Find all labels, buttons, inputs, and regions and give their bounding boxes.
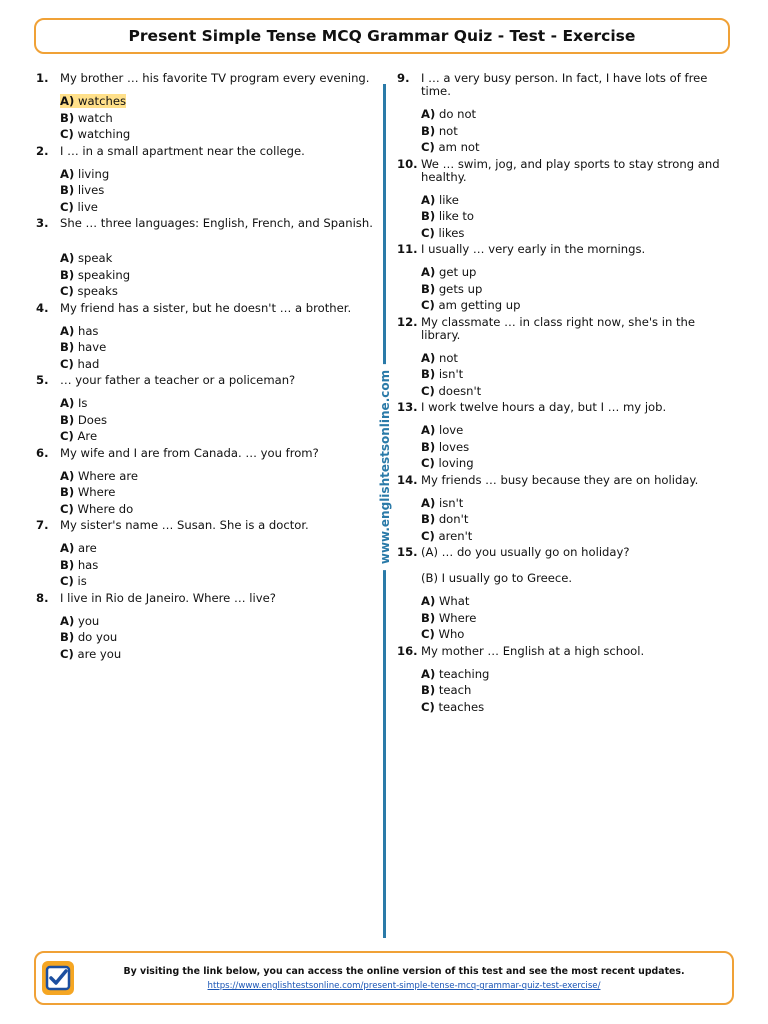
question-text: My brother … his favorite TV program every evening. <box>60 71 370 85</box>
question-block <box>36 145 376 216</box>
answer-options <box>36 166 376 216</box>
option-letter: B) <box>60 630 75 644</box>
answer-wrap <box>60 200 98 214</box>
answer-wrap <box>421 265 476 279</box>
answer-option[interactable] <box>397 225 737 242</box>
answer-option[interactable] <box>397 281 737 298</box>
option-letter: B) <box>421 512 436 526</box>
option-text: isn't <box>438 367 464 381</box>
option-text: have <box>77 340 107 354</box>
answer-wrap <box>421 700 484 714</box>
option-letter: A) <box>421 423 436 437</box>
question-text: I … in a small apartment near the college. <box>60 143 305 158</box>
question-number: 1. <box>36 71 49 85</box>
highlighted-answer <box>60 94 126 108</box>
answer-wrap <box>60 167 109 181</box>
right-column <box>397 72 737 717</box>
answer-option[interactable] <box>397 192 737 209</box>
answer-option[interactable] <box>397 383 737 400</box>
option-letter: C) <box>60 127 74 141</box>
question <box>36 145 376 158</box>
question-block <box>397 474 737 545</box>
answer-option[interactable] <box>36 126 376 143</box>
option-text: Who <box>438 627 465 641</box>
answer-option[interactable] <box>36 93 376 110</box>
answer-option[interactable] <box>397 264 737 281</box>
option-letter: C) <box>60 501 74 516</box>
option-text: do you <box>77 630 118 644</box>
answer-wrap <box>60 502 133 516</box>
answer-options <box>36 323 376 373</box>
question <box>397 546 737 559</box>
option-text: like <box>438 192 459 207</box>
question-number: 3. <box>36 216 49 230</box>
option-text: is <box>77 574 87 588</box>
option-letter: A) <box>421 666 436 681</box>
question-block <box>397 72 737 156</box>
option-letter: B) <box>421 123 436 138</box>
question-block <box>36 447 376 518</box>
option-letter: B) <box>60 183 75 197</box>
question-text: My sister's name … Susan. She is a doctor. <box>60 518 309 532</box>
answer-option[interactable] <box>397 139 737 156</box>
question <box>36 374 376 387</box>
answer-option[interactable] <box>36 166 376 183</box>
answer-option[interactable] <box>36 557 376 574</box>
answer-options <box>36 613 376 663</box>
question <box>397 243 737 256</box>
option-letter: B) <box>421 439 436 454</box>
answer-option[interactable] <box>36 468 376 485</box>
answer-options <box>397 593 737 643</box>
answer-option[interactable] <box>36 199 376 216</box>
answer-option[interactable] <box>397 123 737 140</box>
option-letter: B) <box>421 281 436 296</box>
option-text: gets up <box>438 281 483 296</box>
answer-wrap <box>421 611 476 625</box>
question-number: 10. <box>397 156 418 171</box>
answer-wrap <box>60 111 113 125</box>
answer-wrap <box>60 630 117 644</box>
footer-box <box>34 951 734 1005</box>
option-text: like to <box>438 209 475 223</box>
question-text: My mother … English at a high school. <box>421 643 645 658</box>
footer-message: By visiting the link below, you can access the online version of this test and see the most recent updates. <box>123 966 685 977</box>
option-letter: B) <box>60 340 75 354</box>
option-letter: C) <box>421 298 435 312</box>
answer-option[interactable] <box>397 422 737 439</box>
answer-option[interactable] <box>397 682 737 699</box>
question-text: We … swim, jog, and play sports to stay strong and healthy. <box>421 156 720 184</box>
question <box>36 72 376 85</box>
option-letter: C) <box>421 627 435 641</box>
option-text: aren't <box>438 528 473 543</box>
option-letter: A) <box>421 350 436 365</box>
option-letter: C) <box>60 646 74 661</box>
option-letter: B) <box>60 110 75 125</box>
answer-wrap <box>60 541 97 555</box>
answer-option[interactable] <box>36 110 376 127</box>
option-text: live <box>77 199 98 214</box>
answer-option[interactable] <box>36 339 376 356</box>
answer-wrap <box>60 647 121 661</box>
left-column <box>36 72 376 664</box>
answer-wrap <box>60 284 118 298</box>
option-text: you <box>77 613 100 628</box>
answer-options <box>397 422 737 472</box>
question-block <box>36 302 376 373</box>
option-letter: B) <box>421 209 436 223</box>
option-text: had <box>77 356 100 371</box>
question-block <box>397 316 737 400</box>
option-letter: A) <box>60 251 75 265</box>
question-number: 9. <box>397 71 410 85</box>
answer-wrap <box>421 140 480 154</box>
question-number: 12. <box>397 314 418 329</box>
answer-option[interactable] <box>36 428 376 445</box>
answer-options <box>397 264 737 314</box>
question-number: 13. <box>397 400 418 414</box>
answer-wrap <box>60 469 138 483</box>
answer-option[interactable] <box>397 511 737 528</box>
option-letter: C) <box>421 140 435 154</box>
question-block <box>36 72 376 143</box>
question-block <box>36 374 376 445</box>
answer-wrap <box>421 226 464 240</box>
answer-wrap <box>60 396 87 410</box>
answer-options <box>36 395 376 445</box>
question <box>36 592 376 605</box>
question <box>397 645 737 658</box>
answer-wrap <box>60 340 106 354</box>
answer-option[interactable] <box>36 356 376 373</box>
question-block <box>397 546 737 643</box>
question <box>36 217 376 230</box>
option-letter: C) <box>60 574 74 588</box>
answer-option[interactable] <box>36 182 376 199</box>
answer-wrap <box>421 627 464 641</box>
answer-options <box>36 93 376 143</box>
option-letter: A) <box>60 468 75 483</box>
option-text: love <box>438 423 464 437</box>
answer-option[interactable] <box>397 610 737 627</box>
answer-option[interactable] <box>36 323 376 340</box>
answer-option[interactable] <box>397 495 737 512</box>
answer-wrap <box>421 384 481 398</box>
page-title-box <box>34 18 730 54</box>
answer-options <box>397 350 737 400</box>
option-text: get up <box>438 265 477 279</box>
answer-wrap <box>421 351 458 365</box>
answer-wrap <box>60 574 87 588</box>
answer-option[interactable] <box>36 573 376 590</box>
answer-wrap <box>60 324 98 338</box>
answer-option[interactable] <box>397 350 737 367</box>
question-number: 2. <box>36 143 49 158</box>
question-block <box>36 217 376 300</box>
answer-wrap <box>421 367 463 381</box>
option-text: teaches <box>438 699 485 714</box>
answer-option[interactable] <box>36 613 376 630</box>
answer-wrap <box>421 298 521 312</box>
option-letter: C) <box>421 456 435 470</box>
option-letter: A) <box>60 613 75 628</box>
footer-link[interactable]: https://www.englishtestsonline.com/present-simple-tense-mcq-grammar-quiz-test-exercise/ <box>207 981 601 991</box>
option-letter: C) <box>421 528 435 543</box>
option-letter: C) <box>421 699 435 714</box>
question-number: 11. <box>397 242 418 256</box>
answer-option[interactable] <box>397 297 737 314</box>
option-text: loves <box>438 439 470 454</box>
option-letter: B) <box>421 683 436 697</box>
option-letter: B) <box>60 412 75 427</box>
option-letter: A) <box>421 265 436 279</box>
answer-wrap <box>60 413 107 427</box>
option-letter: A) <box>421 192 436 207</box>
answer-options <box>397 666 737 716</box>
option-letter: B) <box>60 485 75 499</box>
option-text: has <box>77 557 99 572</box>
answer-option[interactable] <box>397 528 737 545</box>
answer-wrap <box>421 496 463 510</box>
option-letter: A) <box>60 323 75 338</box>
option-text: teach <box>438 683 472 697</box>
option-text: am not <box>438 140 480 154</box>
answer-options <box>36 250 376 300</box>
question <box>397 72 737 98</box>
answer-wrap <box>421 124 458 138</box>
question-text: She … three languages: English, French, and Spanish. <box>60 216 373 230</box>
question-text: I work twelve hours a day, but I … my job. <box>421 400 667 414</box>
answer-option[interactable] <box>36 412 376 429</box>
option-text: living <box>77 166 110 181</box>
answer-option[interactable] <box>397 366 737 383</box>
question <box>36 519 376 532</box>
option-letter: B) <box>60 557 75 572</box>
option-text: Does <box>77 412 108 427</box>
website-label: www.englishtestsonline.com <box>375 364 395 570</box>
option-text: loving <box>438 456 474 470</box>
option-letter: B) <box>421 367 436 381</box>
option-letter: C) <box>421 383 435 398</box>
question <box>36 447 376 460</box>
option-text: What <box>438 594 470 608</box>
question-number: 14. <box>397 472 418 487</box>
answer-option[interactable] <box>397 699 737 716</box>
option-letter: C) <box>60 284 74 298</box>
question <box>397 316 737 342</box>
answer-option[interactable] <box>397 593 737 610</box>
answer-option[interactable] <box>397 455 737 472</box>
answer-option[interactable] <box>36 395 376 412</box>
answer-option[interactable] <box>397 666 737 683</box>
option-text: speak <box>77 251 113 265</box>
question-block <box>397 401 737 472</box>
answer-wrap <box>60 485 115 499</box>
question-text: My friend has a sister, but he doesn't … a brother. <box>60 300 352 315</box>
question-subtext: (B) I usually go to Greece. <box>421 571 573 585</box>
answer-option[interactable] <box>36 501 376 518</box>
option-letter: A) <box>60 166 75 181</box>
option-text: lives <box>77 183 105 197</box>
question-block <box>397 158 737 242</box>
answer-wrap <box>421 107 476 121</box>
question <box>397 474 737 487</box>
option-letter: A) <box>60 94 75 108</box>
option-text: am getting up <box>438 298 521 312</box>
option-text: Where <box>438 610 477 625</box>
answer-wrap <box>421 282 482 296</box>
page-title: Present Simple Tense MCQ Grammar Quiz - Test - Exercise <box>128 27 636 45</box>
option-text: speaks <box>77 284 118 298</box>
answer-options <box>397 106 737 156</box>
question <box>397 158 737 184</box>
answer-wrap <box>60 127 130 141</box>
question <box>36 302 376 315</box>
answer-option[interactable] <box>36 540 376 557</box>
option-text: watching <box>77 127 131 141</box>
answer-option[interactable] <box>397 106 737 123</box>
option-letter: A) <box>421 495 436 510</box>
answer-option[interactable] <box>36 484 376 501</box>
option-letter: A) <box>421 107 436 121</box>
question-block <box>36 519 376 590</box>
answer-wrap <box>421 594 469 608</box>
answer-wrap <box>60 357 99 371</box>
answer-wrap <box>60 558 98 572</box>
option-text: watch <box>77 110 113 125</box>
question-text: My classmate … in class right now, she's in the library. <box>421 314 696 342</box>
question-number: 8. <box>36 590 49 605</box>
answer-wrap <box>60 268 130 282</box>
option-text: Where do <box>77 501 134 516</box>
answer-option[interactable] <box>36 629 376 646</box>
option-letter: C) <box>60 429 74 443</box>
answer-option[interactable] <box>397 208 737 225</box>
question-number: 5. <box>36 373 49 387</box>
option-text: Where are <box>77 468 138 483</box>
option-text: don't <box>438 512 469 526</box>
answer-wrap <box>421 423 463 437</box>
answer-wrap <box>60 183 104 197</box>
option-text: are <box>77 541 97 555</box>
answer-options <box>36 540 376 590</box>
option-text: speaking <box>77 267 131 282</box>
answer-options <box>397 495 737 545</box>
answer-option[interactable] <box>36 267 376 284</box>
answer-wrap <box>421 512 468 526</box>
option-letter: B) <box>421 610 436 625</box>
question-block <box>397 645 737 716</box>
question-text: My wife and I are from Canada. … you from? <box>60 445 319 460</box>
question-text: I … a very busy person. In fact, I have lots of free time. <box>421 71 708 98</box>
checkbox-logo-icon <box>42 961 74 995</box>
question-text: I usually … very early in the mornings. <box>421 242 646 256</box>
question-block <box>36 592 376 663</box>
option-text: isn't <box>438 495 464 510</box>
answer-wrap <box>421 209 474 223</box>
option-letter: A) <box>421 594 436 608</box>
answer-wrap <box>421 440 469 454</box>
question-text: … your father a teacher or a policeman? <box>60 373 296 387</box>
option-text: watches <box>77 94 126 108</box>
option-text: do not <box>438 107 477 121</box>
question-text: (A) … do you usually go on holiday? <box>421 545 630 559</box>
question-text: My friends … busy because they are on holiday. <box>421 472 699 487</box>
answer-wrap <box>421 456 474 470</box>
option-letter: A) <box>60 396 75 410</box>
option-text: not <box>438 350 458 365</box>
option-letter: A) <box>60 541 75 555</box>
question-text: I live in Rio de Janeiro. Where … live? <box>60 590 276 605</box>
option-letter: B) <box>60 267 75 282</box>
question <box>397 401 737 414</box>
answer-option[interactable] <box>397 439 737 456</box>
answer-wrap <box>421 193 459 207</box>
option-text: has <box>77 323 99 338</box>
answer-wrap <box>421 529 472 543</box>
question-block <box>397 243 737 314</box>
question-number: 4. <box>36 300 49 315</box>
answer-options <box>36 468 376 518</box>
question-number: 16. <box>397 643 418 658</box>
option-text: Are <box>77 429 98 443</box>
answer-options <box>397 192 737 242</box>
answer-wrap <box>421 667 489 681</box>
option-letter: C) <box>60 356 74 371</box>
option-text: not <box>438 123 458 138</box>
question-number: 7. <box>36 518 49 532</box>
answer-option[interactable] <box>397 626 737 643</box>
question-number: 6. <box>36 445 49 460</box>
option-letter: C) <box>421 225 435 240</box>
answer-wrap <box>60 251 112 265</box>
option-text: Is <box>77 396 88 410</box>
option-text: teaching <box>438 666 490 681</box>
option-text: likes <box>438 225 465 240</box>
option-text: Where <box>77 485 116 499</box>
option-letter: C) <box>60 199 74 214</box>
answer-wrap <box>421 683 471 697</box>
option-text: are you <box>77 646 122 661</box>
answer-option[interactable] <box>36 250 376 267</box>
answer-wrap <box>60 614 99 628</box>
answer-option[interactable] <box>36 646 376 663</box>
question-number: 15. <box>397 545 418 559</box>
answer-wrap <box>60 429 97 443</box>
answer-option[interactable] <box>36 283 376 300</box>
option-text: doesn't <box>438 383 482 398</box>
